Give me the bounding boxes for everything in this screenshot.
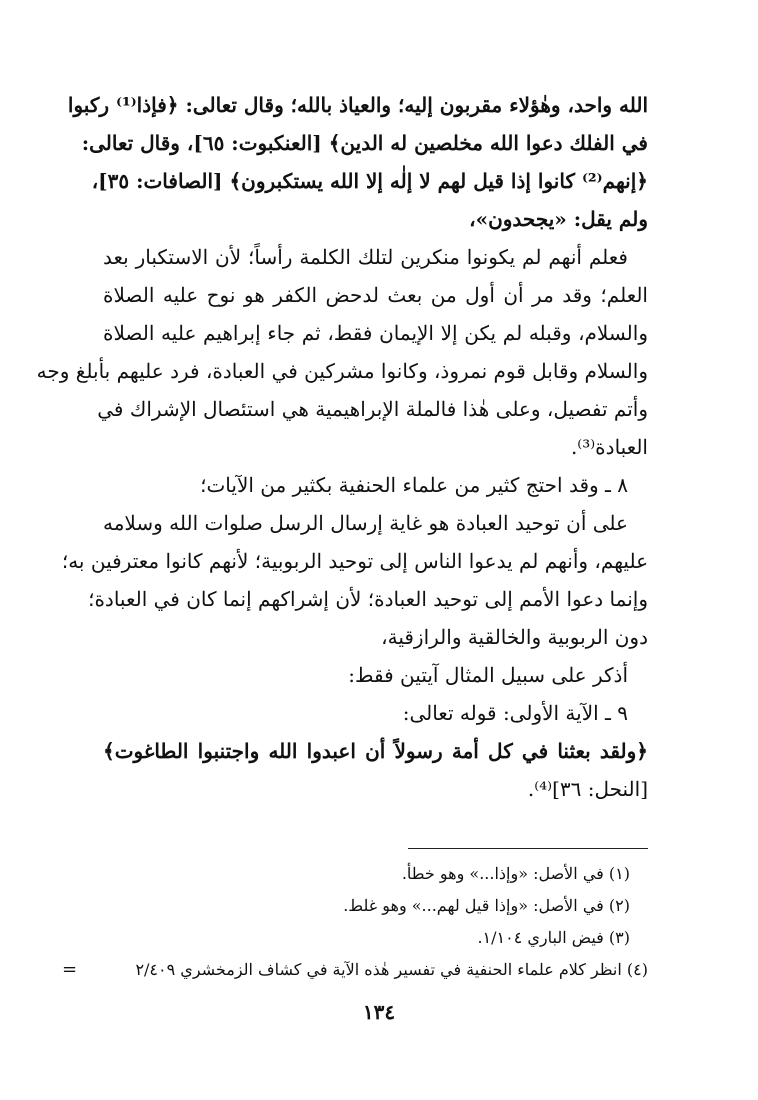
text-line: على أن توحيد العبادة هو غاية إرسال الرسل صلوات الله وسلامه bbox=[103, 511, 628, 535]
footnote-4-text: (٤) انظر كلام علماء الحنفية في تفسير هٰذه الآية في كشاف الزمخشري ٢/٤٠٩ bbox=[135, 960, 648, 979]
paragraph-istikbar bbox=[36, 238, 648, 466]
verse-reference: [النحل: ٣٦]⁽⁴⁾. bbox=[527, 777, 648, 801]
text-line: العلم؛ وقد مر أن أول من بعث لدحض الكفر هو نوح عليه الصلاة bbox=[103, 283, 648, 307]
footnote-1: (١) في الأصل: «وإذا...» وهو خطأ. bbox=[401, 864, 630, 883]
text-line: دون الربوبية والخالقية والرازقية، bbox=[381, 625, 648, 649]
text-line: الله واحد، وهٰؤلاء مقربون إليه؛ والعياذ بالله؛ وقال تعالى: ﴿فإذا⁽¹⁾ ركبوا bbox=[67, 93, 648, 117]
text-line: فعلم أنهم لم يكونوا منكرين لتلك الكلمة رأساً؛ لأن الاستكبار بعد bbox=[103, 245, 628, 269]
text-line: عليهم، وأنهم لم يدعوا الناس إلى توحيد الربوبية؛ لأنهم كانوا معترفين به؛ bbox=[61, 549, 648, 573]
text-line: ولم يقل: «يجحدون»، bbox=[469, 207, 648, 231]
footnotes bbox=[62, 858, 648, 986]
page-number: ١٣٤ bbox=[362, 1000, 396, 1024]
text-line: والسلام وقابل قوم نمروذ، وكانوا مشركين في العبادة، فرد عليهم بأبلغ وجه bbox=[36, 359, 648, 383]
text-line: ﴿إنهم⁽²⁾ كانوا إذا قيل لهم لا إلٰه إلا الله يستكبرون﴾ [الصافات: ٣٥]، bbox=[91, 169, 648, 193]
continuation-mark: = bbox=[62, 959, 78, 980]
quran-verse: ﴿ولقد بعثنا في كل أمة رسولاً أن اعبدوا الله واجتنبوا الطاغوت﴾ bbox=[103, 739, 648, 763]
text-line: ٩ ـ الآية الأولى: قوله تعالى: bbox=[402, 701, 628, 725]
footnote-2: (٢) في الأصل: «وإذا قيل لهم...» وهو غلط. bbox=[343, 896, 630, 915]
footnote-3: (٣) فيض الباري ١/١٠٤. bbox=[477, 928, 630, 947]
paragraph-quran-quotes bbox=[67, 86, 648, 238]
paragraph-section-8 bbox=[61, 466, 648, 694]
footnote-separator bbox=[408, 848, 648, 849]
paragraph-section-9 bbox=[103, 694, 648, 808]
text-line: وأتم تفصيل، وعلى هٰذا فالملة الإبراهيمية هي استئصال الإشراك في bbox=[97, 397, 648, 421]
text-line: أذكر على سبيل المثال آيتين فقط: bbox=[348, 663, 628, 687]
text-line: ٨ ـ وقد احتج كثير من علماء الحنفية بكثير من الآيات؛ bbox=[200, 473, 628, 497]
text-line: وإنما دعوا الأمم إلى توحيد العبادة؛ لأن إشراكهم إنما كان في العبادة؛ bbox=[88, 587, 648, 611]
main-text bbox=[36, 86, 648, 808]
text-line: العبادة⁽³⁾. bbox=[570, 435, 648, 459]
footnote-4 bbox=[62, 954, 648, 986]
text-line: في الفلك دعوا الله مخلصين له الدين﴾ [العنكبوت: ٦٥]، وقال تعالى: bbox=[81, 131, 648, 155]
text-line: والسلام، وقبله لم يكن إلا الإيمان فقط، ثم جاء إبراهيم عليه الصلاة bbox=[103, 321, 648, 345]
